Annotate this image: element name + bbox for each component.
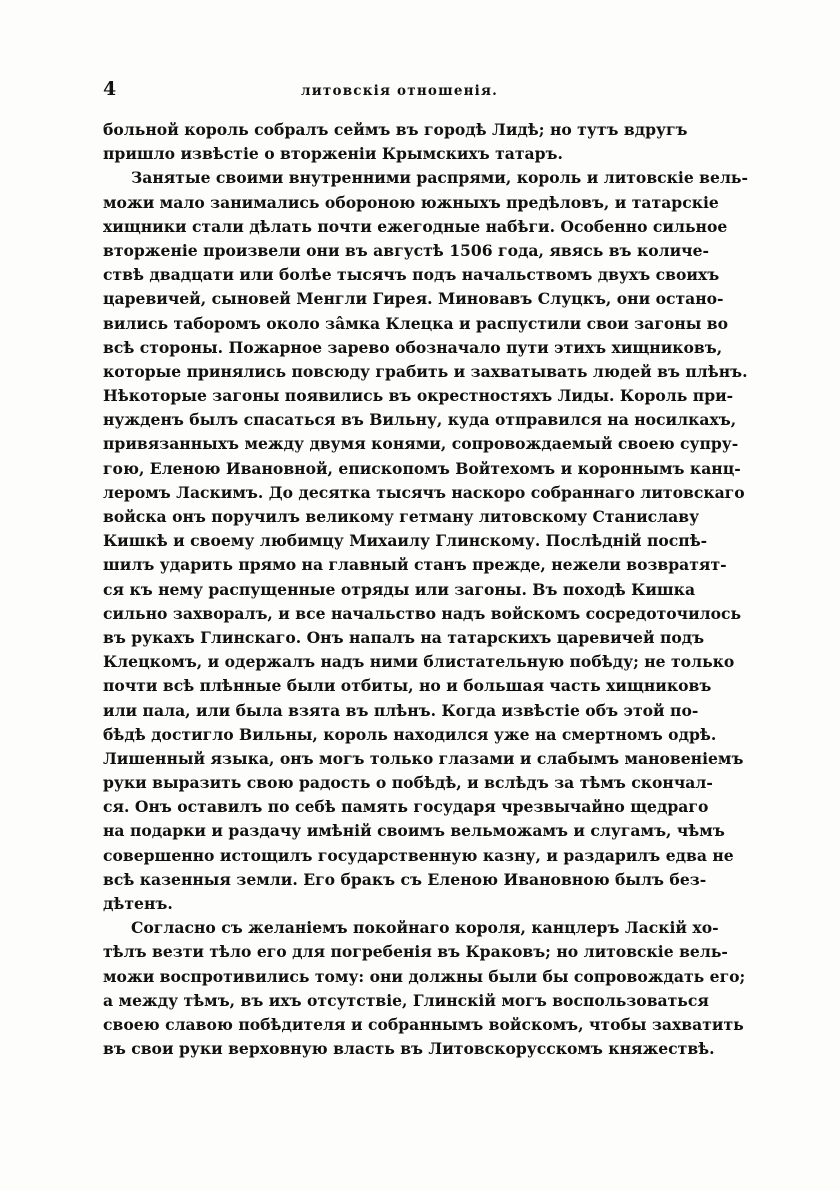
text-line: вторженіе произвели они въ августѣ 1506 года, явясь въ количе- [103, 240, 709, 260]
text-line: своею славою побѣдителя и собраннымъ войскомъ, чтобы захватить [103, 1014, 744, 1034]
text-line: почти всѣ плѣнные были отбиты, но и большая часть хищниковъ [103, 676, 712, 696]
text-line: всѣ казенныя земли. Его бракъ съ Еленою Ивановною былъ без- [103, 869, 707, 889]
text-line: Лишенный языка, онъ могъ только глазами и слабымъ мановеніемъ [103, 748, 744, 768]
text-line: царевичей, сыновей Менгли Гирея. Миновавъ Слуцкъ, они остано- [103, 289, 724, 309]
text-line: нужденъ былъ спасаться въ Вильну, куда отправился на носилкахъ, [103, 410, 737, 430]
text-line: леромъ Ласкимъ. До десятка тысячъ наскоро собраннаго литовскаго [103, 482, 745, 502]
body-text [103, 118, 748, 1061]
paragraph-start-line: Согласно съ желаніемъ покойнаго короля, канцлеръ Ласкій хо- [131, 918, 719, 938]
text-line: на подарки и раздачу имѣній своимъ вельможамъ и слугамъ, чѣмъ [103, 821, 725, 841]
text-line: въ свои руки верховную власть въ Литовскорусскомъ княжествѣ. [103, 1039, 715, 1059]
text-line: ся къ нему распущенные отряды или загоны. Въ походѣ Кишка [103, 579, 696, 599]
text-line: Кишкѣ и своему любимцу Михаилу Глинскому. Послѣдній поспѣ- [103, 531, 708, 551]
text-line: ся. Онъ оставилъ по себѣ память государя чрезвычайно щедраго [103, 797, 709, 817]
text-line: дѣтенъ. [103, 894, 173, 913]
page-header [103, 78, 678, 108]
text-line: тѣлъ везти тѣло его для погребенія въ Краковъ; но литовскіе вель- [103, 942, 728, 962]
text-line: можи мало занимались обороною южныхъ предѣловъ, и татарскіе [103, 192, 719, 212]
paragraph-start-line: Занятые своими внутренними распрями, король и литовскіе вель- [131, 168, 748, 188]
text-line: всѣ стороны. Пожарное зарево обозначало пути этихъ хищниковъ, [103, 337, 723, 357]
text-line: больной король собралъ сеймъ въ городѣ Лидѣ; но тутъ вдругъ [103, 120, 688, 139]
text-line: бѣдѣ достигло Вильны, король находился уже на смертномъ одрѣ. [103, 724, 717, 744]
text-line: совершенно истощилъ государственную казну, и раздарилъ едва не [103, 845, 734, 865]
running-title: литовскія отношенія. [301, 83, 499, 99]
text-line: сильно захворалъ, и все начальство надъ войскомъ сосредоточилось [103, 603, 742, 623]
text-line: можи воспротивились тому: они должны были бы сопровождать его; [103, 966, 746, 986]
text-line: шилъ ударить прямо на главный станъ прежде, нежели возвратят- [103, 555, 727, 575]
text-line: въ рукахъ Глинскаго. Онъ напалъ на татарскихъ царевичей подъ [103, 627, 705, 647]
text-line: Нѣкоторые загоны появились въ окрестностяхъ Лиды. Король при- [103, 386, 734, 406]
page-number: 4 [103, 78, 117, 100]
text-line: которые принялись повсюду грабить и захватывать людей въ плѣнъ. [103, 361, 748, 381]
text-line: руки выразить свою радость о побѣдѣ, и вслѣдъ за тѣмъ скончал- [103, 773, 713, 793]
text-line: войска онъ поручилъ великому гетману литовскому Станиславу [103, 507, 700, 526]
text-line: пришло извѣстіе о вторженіи Крымскихъ татаръ. [103, 144, 563, 164]
text-line: привязанныхъ между двумя конями, сопровождаемый своею супру- [103, 434, 739, 454]
text-line: гою, Еленою Ивановной, епископомъ Войтехомъ и короннымъ канц- [103, 458, 741, 478]
text-line: или пала, или была взята въ плѣнъ. Когда извѣстіе объ этой по- [103, 700, 699, 720]
text-line: ствѣ двадцати или болѣе тысячъ подъ начальствомъ двухъ своихъ [103, 265, 720, 285]
text-line: Клецкомъ, и одержалъ надъ ними блистательную побѣду; не только [103, 652, 735, 672]
text-line: вились таборомъ около зâмка Клецка и распустили свои загоны во [103, 313, 729, 333]
text-line: а между тѣмъ, въ ихъ отсутствіе, Глинскій могъ воспользоваться [103, 990, 709, 1010]
text-line: хищники стали дѣлать почти ежегодные набѣги. Особенно сильное [103, 216, 728, 236]
